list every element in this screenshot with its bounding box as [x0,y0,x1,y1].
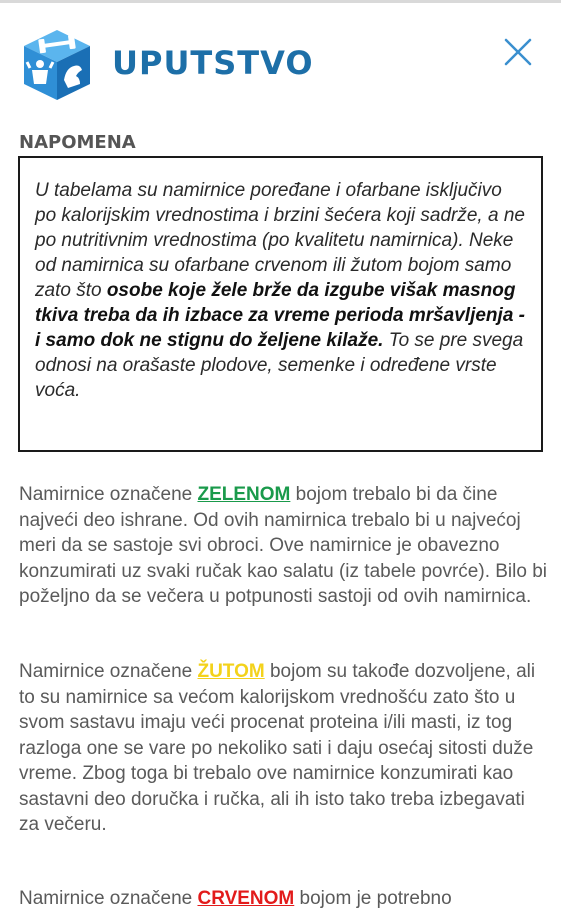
red-label: CRVENOM [197,888,295,909]
paragraph-red [19,886,549,912]
paragraph-text: Namirnice označene [19,888,198,909]
yellow-label: ŽUTOM [197,661,265,682]
paragraph-text: bojom je potrebno [294,888,452,909]
paragraph-text: Namirnice označene [19,661,198,682]
note-box [18,156,543,452]
page-title: UPUTSTVO [112,44,314,82]
note-text-bold: osobe koje žele brže da izgube višak masnog tkiva treba da ih izbace za vreme perioda mršavljenja - i samo dok ne stignu do željene kilaže. [35,280,525,351]
paragraph-text: Namirnice označene [19,484,198,505]
note-label: NAPOMENA [19,132,136,153]
close-icon[interactable] [500,34,536,70]
note-text-part1: U tabelama su namirnice poređane i ofarbane isključivo po kalorijskim vrednostima i brzini šećera koji sadrže, a ne po nutritivnim vrednostima (po kvalitetu namirnica). Neke od namirnica su ofarbane crvenom ili žutom bojom samo zato što [35,180,525,301]
paragraph-green [19,482,549,610]
dialog-header [0,0,561,120]
green-label: ZELENOM [197,484,291,505]
note-text-part2: To se pre svega odnosi na orašaste plodove, semenke i određene vrste voća. [35,330,524,401]
paragraph-yellow [19,659,549,838]
dice-fitness-logo-icon [22,28,92,102]
paragraph-text: bojom su takođe dozvoljene, ali to su namirnice sa većom kalorijskom vrednošću zato što u svom sastavu imaju veći procenat proteina i/ili masti, iz tog razloga one se vare po nekoliko sati i daju osećaj sitosti duže vreme. Zbog toga bi trebalo ove namirnice konzumirati kao sastavni deo doručka i ručka, ali ih isto tako treba izbegavati za večeru. [19,661,536,835]
paragraph-text: bojom trebalo bi da čine najveći deo ishrane. Od ovih namirnica trebalo bi u najvećoj meri da se sastoje svi obroci. Ove namirnice je obavezno konzumirati uz svaki ručak kao salatu (iz tabele povrće). Bilo bi poželjno da se večera u potpunosti sastoji od ovih namirnica. [19,484,548,607]
